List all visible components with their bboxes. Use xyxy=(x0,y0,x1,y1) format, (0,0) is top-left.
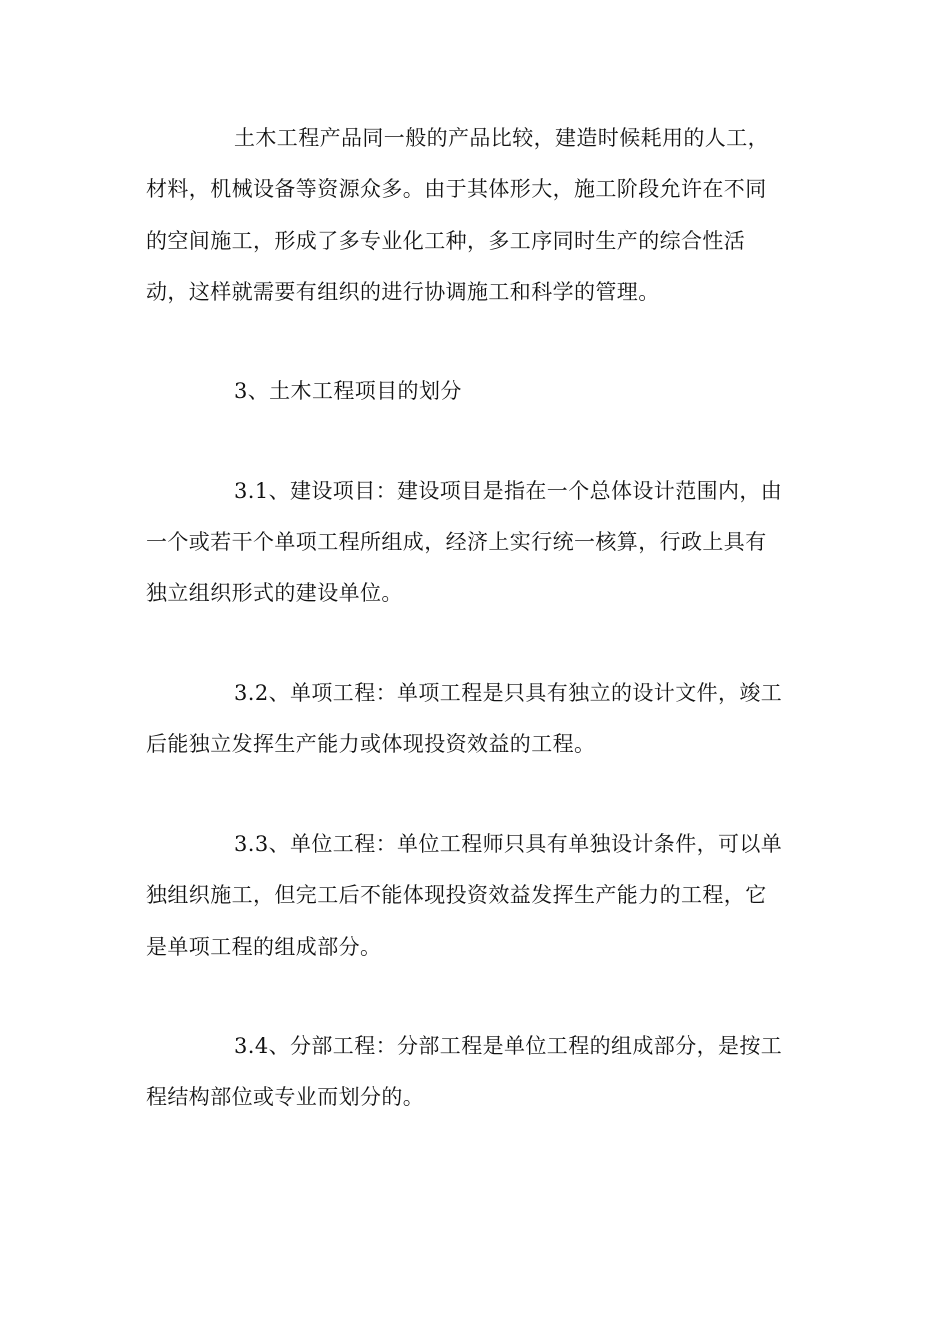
paragraph-line: 程结构部位或专业而划分的。 xyxy=(146,1085,425,1109)
paragraph-line: 动，这样就需要有组织的进行协调施工和科学的管理。 xyxy=(146,280,660,304)
paragraph-line: 是单项工程的组成部分。 xyxy=(146,935,382,959)
paragraph-line: 3.3、单位工程：单位工程师只具有单独设计条件，可以单 xyxy=(234,832,783,856)
paragraph-line: 土木工程产品同一般的产品比较，建造时候耗用的人工， xyxy=(234,126,769,150)
paragraph-line: 材料，机械设备等资源众多。由于其体形大，施工阶段允许在不同 xyxy=(146,177,767,201)
heading-line: 3、土木工程项目的划分 xyxy=(234,379,462,403)
paragraph-line: 独立组织形式的建设单位。 xyxy=(146,581,403,605)
paragraph-line: 独组织施工，但完工后不能体现投资效益发挥生产能力的工程，它 xyxy=(146,883,767,907)
paragraph-line: 3.4、分部工程：分部工程是单位工程的组成部分，是按工 xyxy=(234,1034,783,1058)
paragraph-line: 的空间施工，形成了多专业化工种，多工序同时生产的综合性活 xyxy=(146,229,746,253)
paragraph-line: 3.1、建设项目：建设项目是指在一个总体设计范围内，由 xyxy=(234,479,783,503)
paragraph-line: 一个或若干个单项工程所组成，经济上实行统一核算，行政上具有 xyxy=(146,530,767,554)
paragraph-line: 后能独立发挥生产能力或体现投资效益的工程。 xyxy=(146,732,596,756)
paragraph-line: 3.2、单项工程：单项工程是只具有独立的设计文件，竣工 xyxy=(234,681,783,705)
